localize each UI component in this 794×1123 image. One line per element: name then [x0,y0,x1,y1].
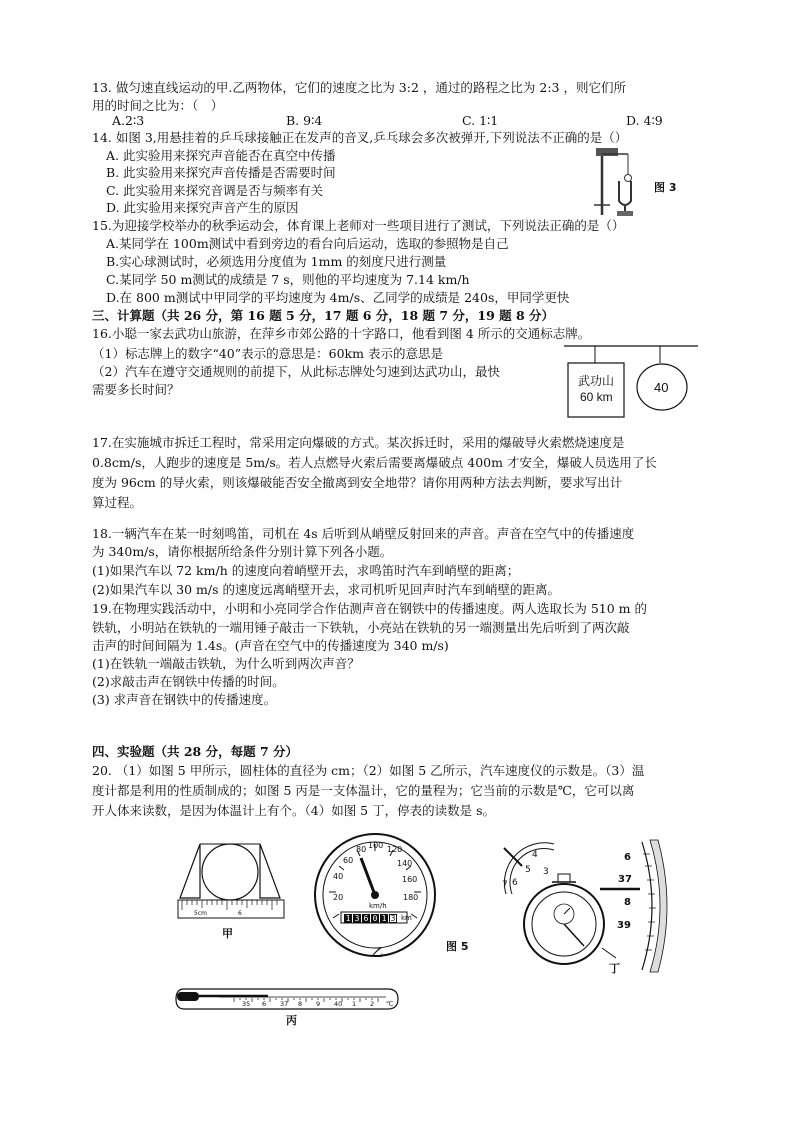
q20-line1: 20. （1）如图 5 甲所示，圆柱体的直径为 cm；（2）如图 5 乙所示，汽车速度仪的示数是。（3）温 [92,763,645,778]
q19-line3: 击声的时间间隔为 1.4s。(声音在空气中的传播速度为 340 m/s) [92,638,449,653]
q14-option-a: A. 此实验用来探究声音能否在真空中传播 [106,148,336,163]
q13-option-d: D. 4∶9 [626,113,663,128]
q14-option-d: D. 此实验用来探究声音产生的原因 [106,200,299,215]
q19-line6: (3) 求声音在钢铁中的传播速度。 [92,692,277,707]
dial-tick-40: 40 [333,872,344,881]
odometer-digit: 0 [372,914,378,923]
thermo-label: 9 [316,1000,321,1008]
q15-stem: 15.为迎接学校举办的秋季运动会，体育课上老师对一些项目进行了测试，下列说法正确的是（） [92,218,625,233]
q13-stem-line1: 13. 做匀速直线运动的甲.乙两物体，它们的速度之比为 3:2 ，通过的路程之比为 2:3 ，则它们所 [92,80,626,95]
q16-line2: （1）标志牌上的数字“40”表示的意思是：60km 表示的意思是 [92,346,443,361]
q17-line2: 0.8cm/s，人跑步的速度是 5m/s。若人点燃导火索后需要离爆破点 400m 才安全，爆破人员选用了长 [92,455,657,470]
q17-line1: 17.在实施城市拆迁工程时，常采用定向爆破的方式。某次拆迁时，采用的爆破导火索燃烧速度是 [92,435,625,450]
q18-line4: (2)如果汽车以 30 m/s 的速度远离峭壁开去，求司机听见回声时汽车到峭壁的距离。 [92,582,561,597]
q19-line2: 铁轨，小明站在铁轨的一端用锤子敲击一下铁轨，小亮站在铁轨的另一端测量出先后听到了两次敲 [92,620,630,635]
thermometer-figure [174,986,402,1012]
figure-yi-caption: 乙 [372,946,383,959]
figure-jia-caption: 甲 [222,927,233,940]
sign-distance: 60 km [580,390,613,404]
stopwatch-min-label: 4 [532,850,538,860]
q14-option-c: C. 此实验用来探究音调是否与频率有关 [106,183,324,198]
thermo-label: 1 [352,1000,357,1008]
q13-option-a: A.2∶3 [112,113,145,128]
q15-option-a: A.某同学在 100m测试中看到旁边的看台向后运动，选取的参照物是自己 [106,236,509,251]
section-4-heading: 四、实验题（共 28 分，每题 7 分） [92,744,299,759]
dial-tick-180: 180 [403,893,419,902]
thermo-label: 35 [242,1000,251,1008]
speed-limit-value: 40 [654,380,669,395]
q17-line3: 度为 96cm 的导火索，则该爆破能否安全撤离到安全地带？请你用两种方法去判断，要求写出计 [92,475,623,490]
sign-place-name: 武功山 [578,374,615,388]
thermo-label: ℃ [386,1000,394,1008]
stopwatch-sec-label: 6 [624,852,631,863]
thermo-label: 37 [280,1000,289,1008]
q18-line3: (1)如果汽车以 72 km/h 的速度向着峭壁开去，求鸣笛时汽车到峭壁的距离； [92,563,520,578]
odometer-digit: 3 [354,914,360,923]
q17-line4: 算过程。 [92,495,143,510]
thermo-label: 2 [370,1000,375,1008]
tuning-fork-figure [588,145,648,217]
odometer-digit: 3 [390,914,396,923]
q18-line2: 为 340m/s，请你根据所给条件分别计算下列各小题。 [92,544,393,559]
dial-tick-120: 120 [387,845,403,854]
q20-line2: 度计都是利用的性质制成的；如图 5 丙是一支体温计，它的量程为；它当前的示数是℃，它可以离 [92,783,635,798]
speed-unit-label: km/h [369,902,387,910]
stopwatch-sec-label: 37 [618,874,632,885]
q14-stem: 14. 如图 3,用悬挂着的乒乓球接触正在发声的音叉,乒乓球会多次被弹开,下列说法不正确的是（） [92,130,628,145]
q19-line5: (2)求敲击声在钢铁中传播的时间。 [92,674,285,689]
stopwatch-min-label: 5 [525,865,531,875]
stopwatch-min-label: 3 [543,867,549,877]
odometer-digit: 6 [363,914,369,923]
q18-line1: 18.一辆汽车在某一时刻鸣笛，司机在 4s 后听到从峭壁反射回来的声音。声音在空气中的传播速度 [92,526,635,541]
speedometer-figure [313,832,437,958]
q15-option-c: C.某同学 50 m测试的成绩是 7 s，则他的平均速度为 7.14 km/h [106,272,470,287]
figure-3-label: 图 3 [654,181,677,194]
q15-option-d: D.在 800 m测试中甲同学的平均速度为 4m/s、乙同学的成绩是 240s，甲同学更快 [106,290,570,305]
cylinder-ruler-figure [176,840,288,932]
odometer-digit: 1 [381,914,387,923]
thermo-label: 40 [334,1000,343,1008]
q14-option-b: B. 此实验用来探究声音传播是否需要时间 [106,165,336,180]
dial-tick-100: 100 [368,841,384,850]
odometer-digit: 1 [345,914,351,923]
stopwatch-min-label: 6 [512,878,518,888]
odometer-display [344,914,412,923]
q19-line1: 19.在物理实践活动中，小明和小亮同学合作估测声音在钢铁中的传播速度。两人选取长为 510 m 的 [92,601,648,616]
thermo-label: 6 [262,1000,267,1008]
odometer-unit: km [401,914,412,922]
dial-tick-140: 140 [397,859,413,868]
figure-5-label: 图 5 [446,940,469,953]
q16-line1: 16.小聪一家去武功山旅游，在萍乡市郊公路的十字路口，他看到图 4 所示的交通标志牌。 [92,326,591,341]
dial-tick-80: 80 [356,845,367,854]
q20-line3: 开人体来读数，是因为体温计上有个。（4）如图 5 丁，停表的读数是 s。 [92,803,495,818]
dial-tick-60: 60 [343,856,354,865]
q15-option-b: B.实心球测试时，必须选用分度值为 1mm 的刻度尺进行测量 [106,254,447,269]
stopwatch-sec-label: 39 [617,920,631,931]
q13-option-b: B. 9∶4 [286,113,323,128]
stopwatch-min-label: 7 [502,880,508,890]
stopwatch-sec-label: 8 [624,897,631,908]
q16-line4: 需要多长时间？ [92,382,180,397]
q13-stem-line2: 用的时间之比为：（ ） [92,98,224,113]
figure-ding-caption: 丁 [609,962,620,975]
q16-line3: （2）汽车在遵守交通规则的前提下，从此标志牌处匀速到达武功山，最快 [92,364,500,379]
q19-line4: (1)在铁轨一端敲击铁轨，为什么听到两次声音？ [92,656,360,671]
q13-option-c: C. 1∶1 [462,113,499,128]
section-3-heading: 三、计算题（共 26 分，第 16 题 5 分，17 题 6 分，18 题 7 分，19 题 8 分） [92,308,555,323]
dial-tick-20: 20 [333,893,344,902]
figure-bing-caption: 丙 [286,1014,297,1027]
stopwatch-figure [492,836,672,976]
dial-tick-160: 160 [402,875,418,884]
ruler-tick-6: 6 [238,910,242,917]
thermo-label: 8 [298,1000,303,1008]
ruler-tick-5cm: 5cm [194,910,207,917]
